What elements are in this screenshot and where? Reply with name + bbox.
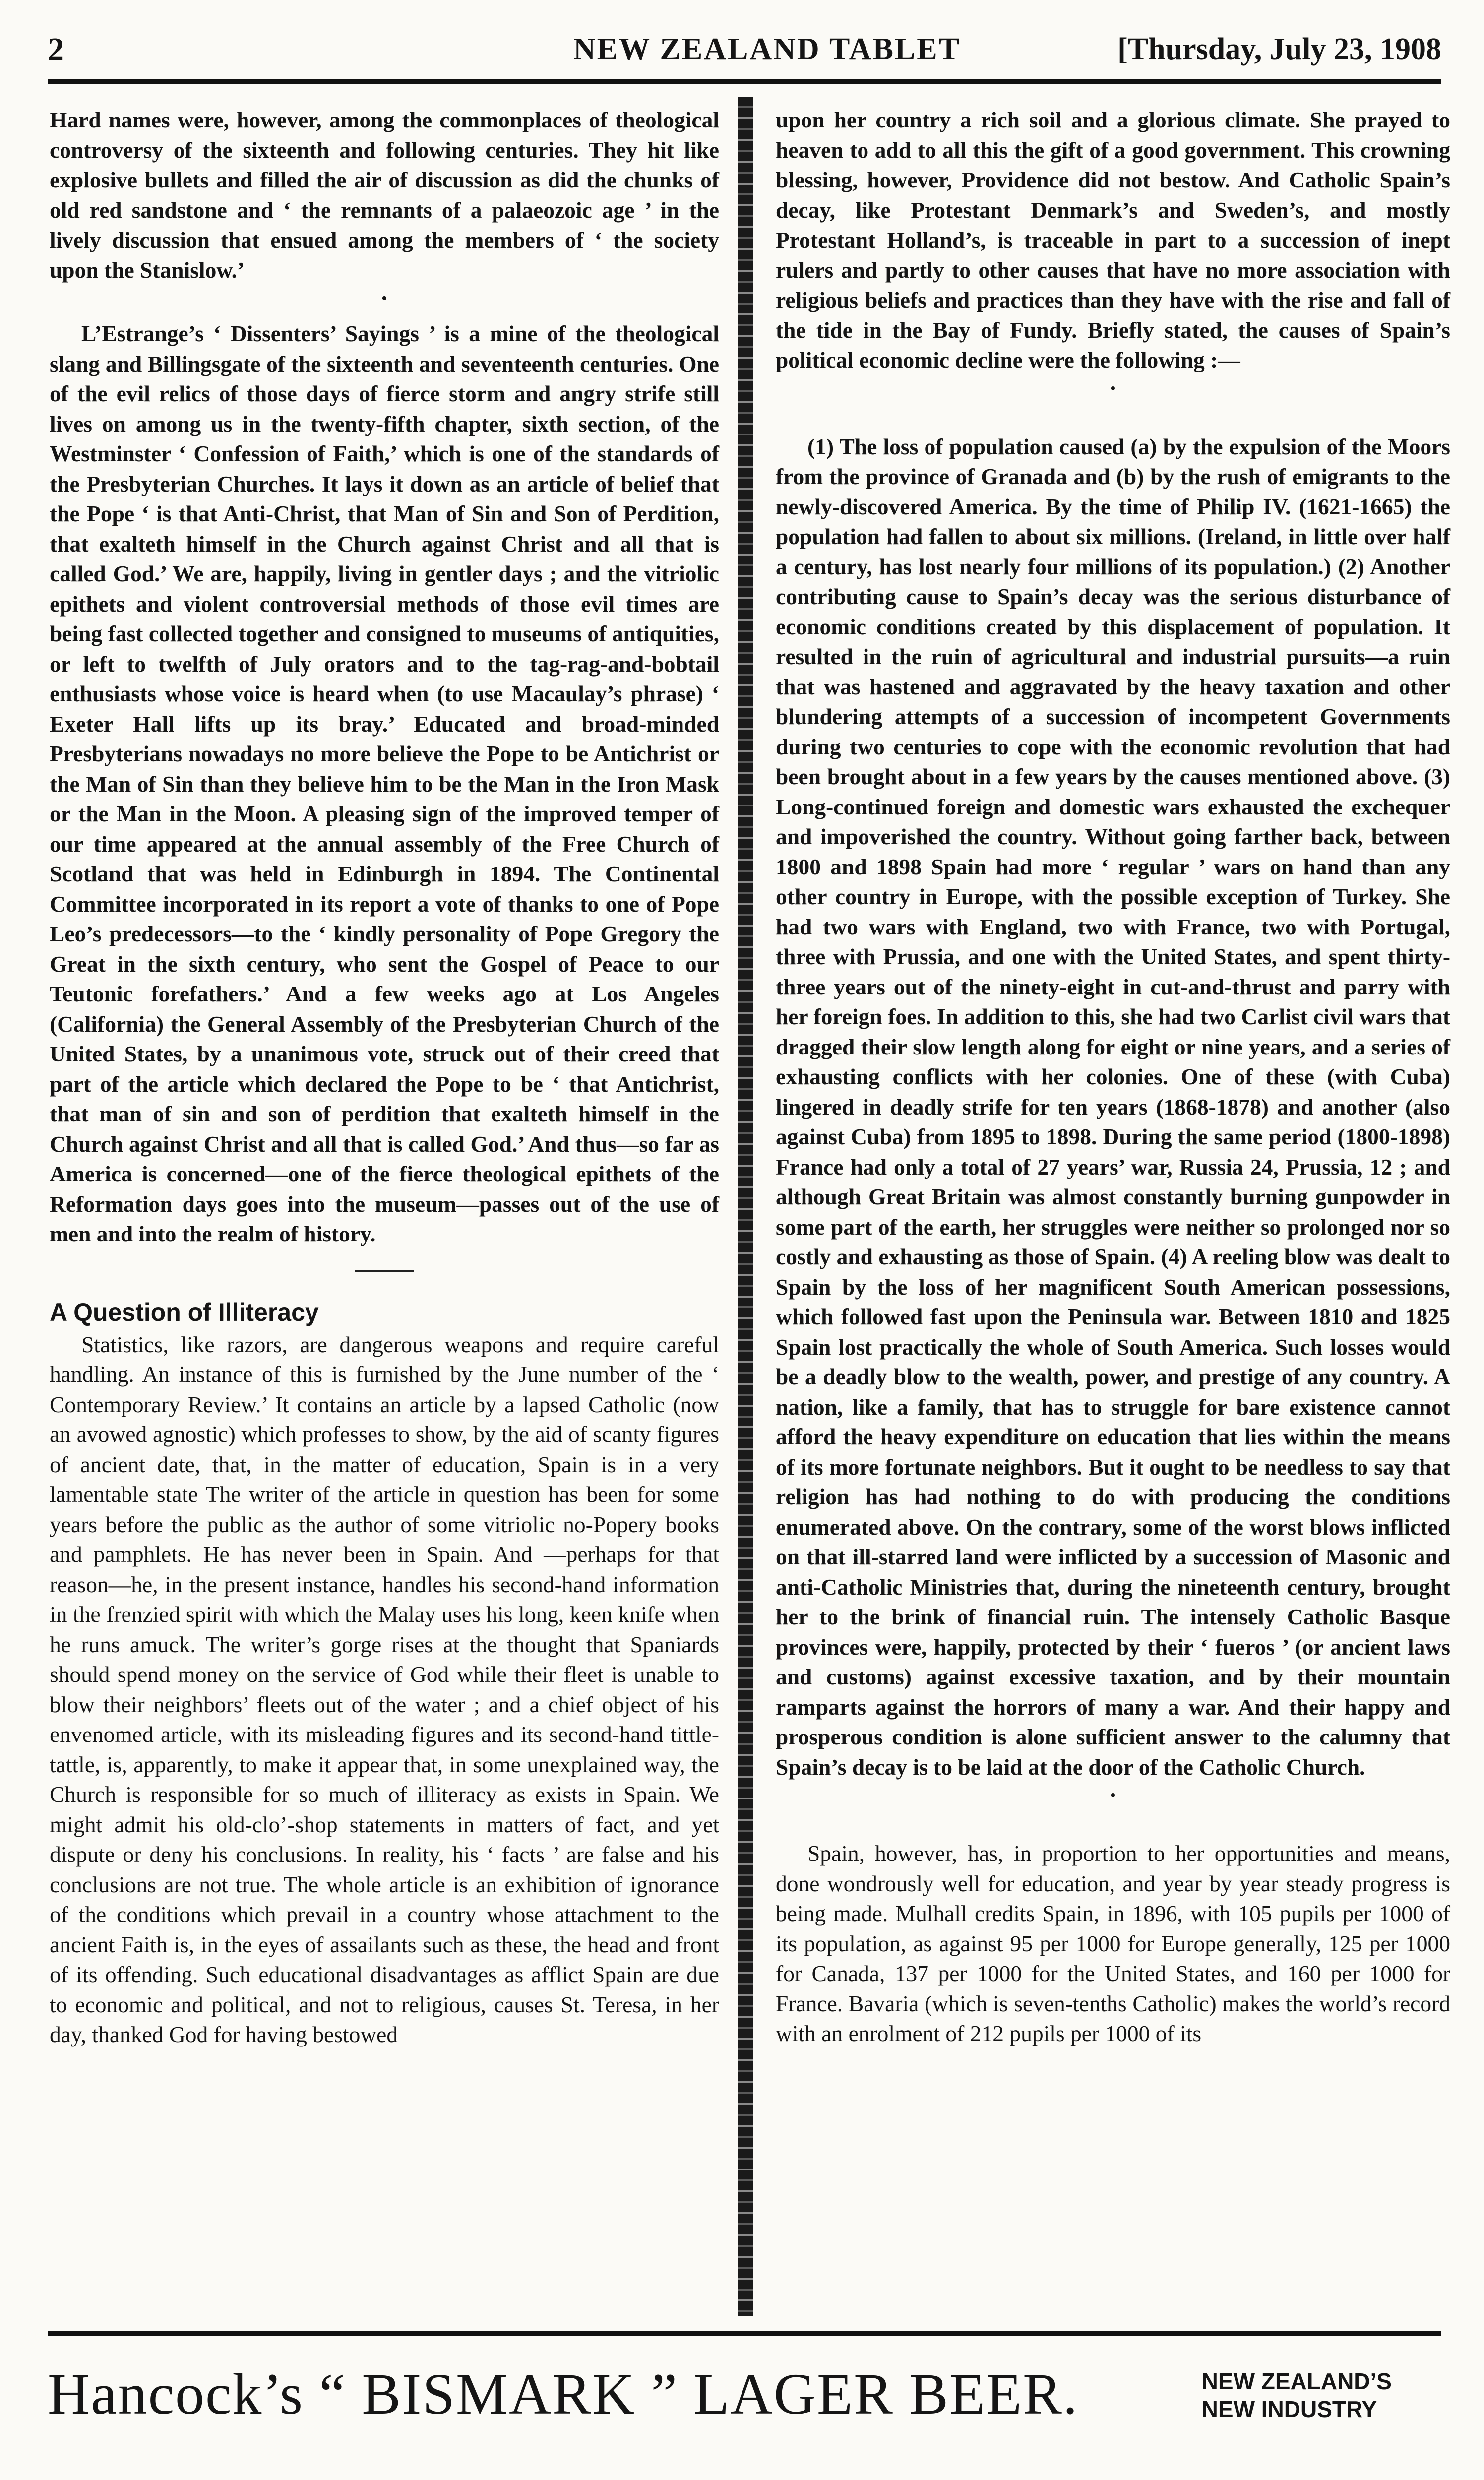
page-number: 2	[48, 31, 64, 67]
column-separator-rule	[738, 97, 753, 2316]
article-paragraph: Hard names were, however, among the commonplaces of theological controversy of the sixteenth and following centuries. They hit like explosive bullets and filled the air of discussion as did the chunks of old red sandstone and ‘ the remnants of a palaeozoic age ’ in the lively discussion that ensued among the members of ‘ the society upon the Stanislow.’	[50, 107, 719, 283]
article-paragraph: Statistics, like razors, are dangerous weapons and require careful handling. An instance of this is furnished by the June number of the ‘ Contemporary Review.’ It contains an article by a lapsed Catholic (now an avowed agnostic) which professes to show, by the aid of scanty figures of ancient date, that, in the matter of education, Spain is in a very lamentable state The writer of the article in question has been for some years before the public as the author of some vitriolic no-Popery books and pamphlets. He has never been in Spain. And —perhaps for that reason—he, in the present instance, handles his second-hand information in the frenzied spirit with which the Malay uses his long, keen knife when he runs amuck. The writer’s gorge rises at the thought that Spaniards should spend money on the service of God while their fleet is unable to blow their neighbors’ fleets out of the water ; and a chief object of his envenomed article, with its misleading figures and its second-hand tittle-tattle, is, apparently, to make it appear that, in some unexplained way, the Church is responsible for so much of illiteracy as exists in Spain. We might admit his old-clo’-shop statements in matters of fact, and yet dispute or deny his conclusions. In reality, his ‘ facts ’ are false and his conclusions are not true. The whole article is an exhibition of ignorance of the conditions which prevail in a country whose attachment to the ancient Faith is, in the eyes of assailants such as these, the head and front of its offending. Such educational disadvantages as afflict Spain are due to economic and political, and not to religious, causes St. Teresa, in her day, thanked God for having bestowed	[50, 1331, 719, 2047]
publication-title: NEW ZEALAND TABLET	[573, 32, 961, 66]
advertisement-headline: Hancock’s “ BISMARK ” LAGER BEER.	[48, 2361, 1079, 2426]
issue-date: [Thursday, July 23, 1908	[1117, 32, 1441, 66]
running-head	[48, 25, 1441, 84]
article-paragraph: (1) The loss of population caused (a) by the expulsion of the Moors from the province of Granada and (b) by the rush of emigrants to the newly-discovered America. By the time of Philip IV. (1621-1665) the population had fallen to about six millions. (Ireland, in little over half a century, has lost nearly four millions of its population.) (2) Another contributing cause to Spain’s decay was the serious disturbance of economic conditions created by this displacement of population. It resulted in the ruin of agricultural and industrial pursuits—a ruin that was hastened and aggravated by the heavy taxation and other blundering attempts of a succession of incompetent Governments during two centuries to cope with the economic revolution that had been brought about in a few years by the causes mentioned above. (3) Long-continued foreign and domestic wars exhausted the exchequer and impoverished the country. Without going farther back, between 1800 and 1898 Spain had more ‘ regular ’ wars on hand than any other country in Europe, with the possible exception of Turkey. She had two wars with England, two with France, two with Portugal, three with Prussia, and one with the United States, and spent thirty-three years out of the ninety-eight in cut-and-thrust and parry with her foreign foes. In addition to this, she had two Carlist civil wars that dragged their slow length along for eight or nine years, and a series of exhausting conflicts with her colonies. One of these (with Cuba) lingered in deadly strife for ten years (1868-1878) and another (also against Cuba) from 1895 to 1898. During the same period (1800-1898) France had only a total of 27 years’ war, Russia 24, Prussia, 12 ; and although Great Britain was almost constantly burning gunpowder in some part of the earth, her struggles were neither so prolonged nor so costly and exhausting as those of Spain. (4) A reeling blow was dealt to Spain by the loss of her magnificent South American possessions, which followed fast upon the Peninsula war. Between 1810 and 1825 Spain lost practically the whole of South America. Such losses would be a deadly blow to the wealth, power, and prestige of any country. A nation, like a family, that has to struggle for bare existence cannot afford the heavy expenditure on education that lies within the means of its more fortunate neighbors. But it ought to be needless to say that religion has had nothing to do with producing the conditions enumerated above. On the contrary, some of the worst blows inflicted on that ill-starred land were inflicted by a succession of Masonic and anti-Catholic Ministries that, during the nineteenth century, brought her to the brink of financial ruin. The intensely Catholic Basque provinces were, happily, protected by their ‘ fueros ’ (or ancient laws and customs) against excessive taxation, and by their mountain ramparts against the horrors of many a war. And their happy and prosperous condition is alone sufficient answer to the calumny that Spain’s decay is to be laid at the door of the Catholic Church.	[776, 434, 1450, 1780]
section-divider: •	[1110, 1786, 1116, 1804]
short-rule-divider	[355, 1270, 414, 1272]
article-paragraph: L’Estrange’s ‘ Dissenters’ Sayings ’ is a mine of the theological slang and Billingsgate of the sixteenth and seventeenth centuries. One of the evil relics of those days of fierce storm and angry strife still lives on among us in the twenty-fifth chapter, sixth section, of the Westminster ‘ Confession of Faith,’ which is one of the standards of the Presbyterian Churches. It lays it down as an article of belief that the Pope ‘ is that Anti-Christ, that Man of Sin and Son of Perdition, that exalteth himself in the Church against Christ and all that is called God.’ We are, happily, living in gentler days ; and the vitriolic epithets and violent controversial methods of those evil times are being fast collected together and consigned to museums of antiquities, or left to twelfth of July orators and to the tag-rag-and-bobtail enthusiasts whose voice is heard when (to use Macaulay’s phrase) ‘ Exeter Hall lifts up its bray.’ Educated and broad-minded Presbyterians nowadays no more believe the Pope to be Antichrist or the Man of Sin than they believe him to be the Man in the Iron Mask or the Man in the Moon. A pleasing sign of the improved temper of our time appeared at the annual assembly of the Free Church of Scotland that was held in Edinburgh in 1894. The Continental Committee incorporated in its report a vote of thanks to one of Pope Leo’s predecessors—to the ‘ kindly personality of Pope Gregory the Great in the sixth century, who sent the Gospel of Peace to our Teutonic forefathers.’ And a few weeks ago at Los Angeles (California) the General Assembly of the Presbyterian Church of the United States, by a unanimous vote, struck out of their creed that part of the article which declared the Pope to be ‘ that Antichrist, that man of sin and son of perdition that exalteth himself in the Church against Christ and all that is called God.’ And thus—so far as America is concerned—one of the fierce theological epithets of the Reformation days goes into the museum—passes out of the use of men and into the realm of history.	[50, 321, 719, 1246]
section-divider: •	[381, 289, 387, 308]
section-divider: •	[1110, 379, 1116, 398]
article-paragraph: Spain, however, has, in proportion to her opportunities and means, done wondrously well for education, and year by year steady progress is being made. Mulhall credits Spain, in 1896, with 105 pupils per 1000 of its population, as against 95 per 1000 for Europe generally, 125 per 1000 for Canada, 137 per 1000 for the United States, and 160 per 1000 for France. Bavaria (which is seven-tenths Catholic) makes the world’s record with an enrolment of 212 pupils per 1000 of its	[776, 1841, 1450, 2046]
right-column	[776, 105, 1450, 2049]
article-paragraph: upon her country a rich soil and a glorious climate. She prayed to heaven to add to all this the gift of a good government. This crowning blessing, however, Providence did not bestow. And Catholic Spain’s decay, like Protestant Denmark’s and Sweden’s, and mostly Protestant Holland’s, is traceable in part to a succession of inept rulers and partly to other causes that have no more association with religious beliefs and practices than they have with the rise and fall of the tide in the Bay of Fundy. Briefly stated, the causes of Spain’s political economic decline were the following :—	[776, 107, 1450, 372]
section-heading: A Question of Illiteracy	[50, 1298, 319, 1326]
tagline-line: NEW ZEALAND’S	[1201, 2368, 1392, 2394]
advertisement-tagline	[1202, 2367, 1392, 2423]
left-column	[50, 105, 719, 2050]
advertisement-banner	[48, 2331, 1441, 2460]
tagline-line: NEW INDUSTRY	[1201, 2396, 1377, 2422]
